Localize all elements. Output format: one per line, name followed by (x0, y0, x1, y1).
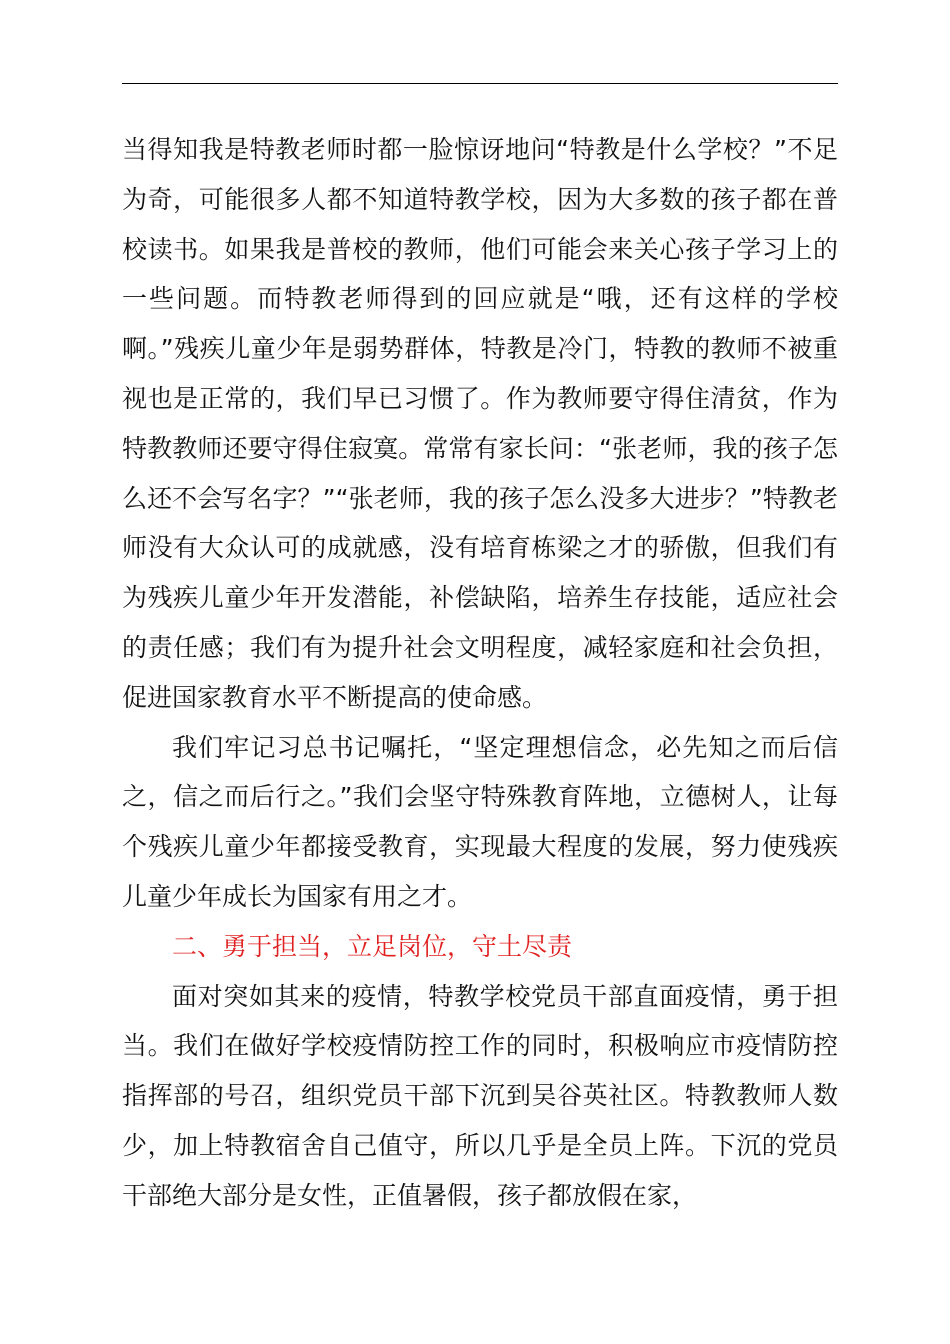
document-body (122, 125, 838, 1221)
section-heading: 二、勇于担当，立足岗位，守土尽责 (172, 931, 573, 961)
paragraph-3: 面对突如其来的疫情，特教学校党员干部直面疫情，勇于担当。我们在做好学校疫情防控工作的同时，积极响应市疫情防控指挥部的号召，组织党员干部下沉到吴谷英社区。特教教师人数少，加上特教宿舍自己值守，所以几乎是全员上阵。下沉的党员干部绝大部分是女性，正值暑假，孩子都放假在家， (122, 981, 838, 1210)
paragraph-1: 当得知我是特教老师时都一脸惊讶地问“特教是什么学校？”不足为奇，可能很多人都不知道特教学校，因为大多数的孩子都在普校读书。如果我是普校的教师，他们可能会来关心孩子学习上的一些问题。而特教老师得到的回应就是“哦，还有这样的学校啊。”残疾儿童少年是弱势群体，特教是冷门，特教的教师不被重视也是正常的，我们早已习惯了。作为教师要守得住清贫，作为特教教师还要守得住寂寞。常常有家长问：“张老师，我的孩子怎么还不会写名字？”“张老师，我的孩子怎么没多大进步？”特教老师没有大众认可的成就感，没有培育栋梁之才的骄傲，但我们有为残疾儿童少年开发潜能，补偿缺陷，培养生存技能，适应社会的责任感；我们有为提升社会文明程度，减轻家庭和社会负担，促进国家教育水平不断提高的使命感。 (122, 135, 838, 712)
paragraph-2: 我们牢记习总书记嘱托，“坚定理想信念，必先知之而后信之，信之而后行之。”我们会坚守特殊教育阵地，立德树人，让每个残疾儿童少年都接受教育，实现最大程度的发展，努力使残疾儿童少年成长为国家有用之才。 (122, 732, 838, 911)
header-rule (122, 83, 838, 84)
